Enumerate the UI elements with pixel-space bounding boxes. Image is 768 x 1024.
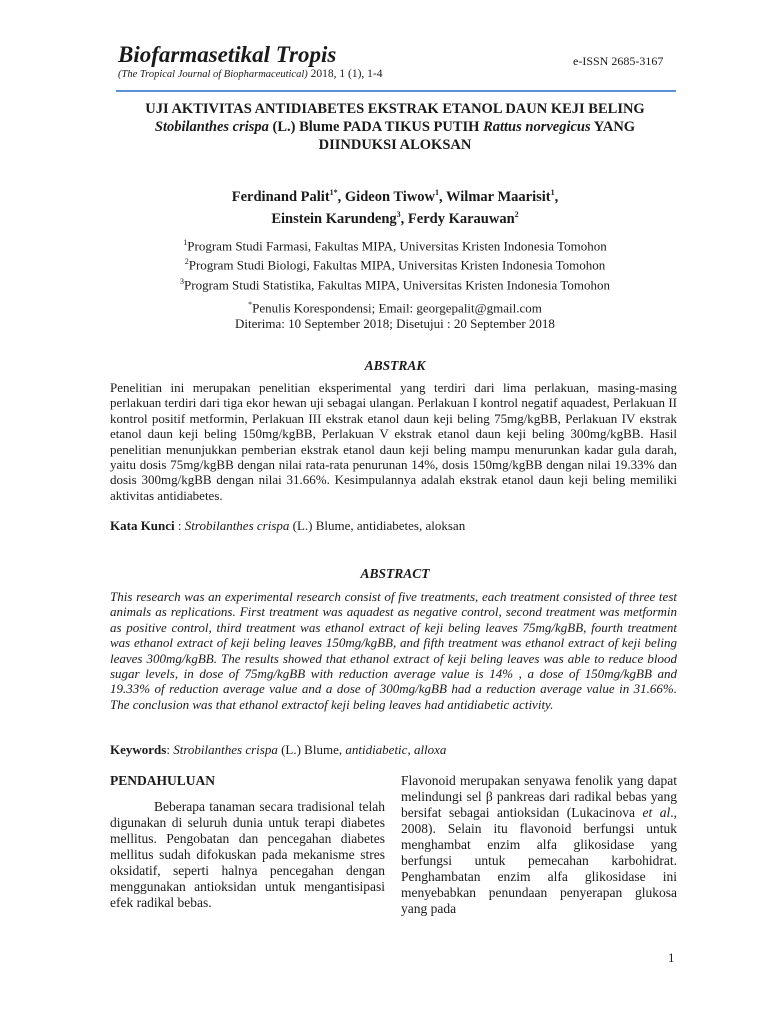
title-line-2 xyxy=(110,118,680,136)
section-heading: PENDAHULUAN xyxy=(110,773,216,788)
journal-volume: 2018, 1 (1), 1-4 xyxy=(310,68,383,80)
intro-right-column xyxy=(401,773,677,917)
author-line-1 xyxy=(110,184,680,206)
kw-sep: : xyxy=(166,742,174,757)
abstract-body: This research was an experimental research consist of five treatments, each treatment consisted of three test animals as replications. First treatment was aquadest as negative control, second treatment was metformin as positive control, third treatment was ethanol extract of keji beling leaves 75mg/kgBB, fourth treatment was ethanol extract of keji beling leaves 150mg/kgBB, and fifth treatment was ethanol extract of keji beling leaves 300mg/kgBB. The results showed that ethanol extract of keji beling leaves was able to reduce blood sugar levels, in dose of 75mg/kgBB with reduction average value is 14% , a dose of 150mg/kgBB and 19.33% of reduction average value and a dose of 300mg/kgBB had a reduction average value in 31.66%. The conclusion was that ethanol extractof keji beling leaves had antidiabetic activity. xyxy=(110,589,677,712)
intro-text-cont: ., 2008). Selain itu flavonoid berfungsi untuk menghambat enzim alfa glikosidase yang berfungsi untuk pemecahan karbohidrat. Penghambatan enzim alfa glikosidase ini menyebabkan penundaan penyerapan glukosa yang pada xyxy=(401,805,677,916)
species-name: Stobilanthes crispa xyxy=(154,119,269,135)
corr-text: Penulis Korespondensi; Email: georgepalit@gmail.com xyxy=(252,300,542,316)
journal-title: Biofarmasetikal Tropis xyxy=(118,42,337,67)
correspondence xyxy=(110,297,680,332)
affiliation-text: Program Studi Farmasi, Fakultas MIPA, Universitas Kristen Indonesia Tomohon xyxy=(187,238,607,254)
header-rule xyxy=(116,90,676,92)
corr-dates: Diterima: 10 September 2018; Disetujui : 20 September 2018 xyxy=(235,316,555,332)
affiliation-2 xyxy=(110,254,680,273)
author-sup: 1 xyxy=(550,188,555,197)
affiliation-text: Program Studi Biologi, Fakultas MIPA, Universitas Kristen Indonesia Tomohon xyxy=(188,257,606,273)
author-sup: 1* xyxy=(329,188,338,197)
author-list xyxy=(110,184,680,228)
title-line-3: DIINDUKSI ALOKSAN xyxy=(318,137,472,153)
kw-species: Strobilanthes crispa xyxy=(173,742,278,757)
abstract-heading: ABSTRACT xyxy=(360,566,430,581)
title-text-end: YANG xyxy=(590,119,636,135)
issn: e-ISSN 2685-3167 xyxy=(573,54,664,68)
corr-sup: * xyxy=(248,300,253,309)
kw-mid: (L.) Blume, xyxy=(277,742,346,757)
corr-email xyxy=(110,297,680,316)
title-text: (L.) Blume PADA TIKUS PUTIH xyxy=(268,119,484,135)
journal-subtitle-italic: (The Tropical Journal of Biopharmaceutical) xyxy=(118,69,308,80)
author-line-2 xyxy=(110,206,680,228)
author-name: , Gideon Tiwow xyxy=(337,188,436,205)
intro-paragraph-right xyxy=(401,773,677,917)
author-name: Ferdinand Palit xyxy=(231,188,330,205)
author-sup: 2 xyxy=(514,209,519,219)
kata-kunci xyxy=(110,518,677,533)
kw-rest: (L.) Blume, antidiabetes, aloksan xyxy=(289,518,466,533)
author-name: , Ferdy Karauwan xyxy=(400,210,515,227)
kw-rest: antidiabetic, alloxa xyxy=(345,742,447,757)
abstrak-body: Penelitian ini merupakan penelitian eksperimental yang terdiri dari lima perlakuan, masing-masing perlakuan terdiri dari tiga ekor hewan uji sebagai ulangan. Perlakuan I kontrol negatif aquadest, Perlakuan II kontrol positif metformin, Perlakuan III ekstrak etanol daun keji beling 75mg/kgBB, Perlakuan IV ekstrak etanol daun keji beling 150mg/kgBB, Perlakuan V ekstrak etanol daun keji beling 300mg/kgBB. Hasil penelitian menunjukkan pemberian ekstrak etanol daun keji beling mampu menurunkan kadar gula darah, yaitu dosis 75mg/kgBB dengan nilai rata-rata penurunan 14%, dosis 150mg/kgBB dengan nilai 19.33% dan dosis 300mg/kgBB dengan nilai 31.66%. Kesimpulannya adalah ekstrak etanol daun keji beling memiliki aktivitas antidiabetes. xyxy=(110,380,677,503)
intro-paragraph-left: Beberapa tanaman secara tradisional telah digunakan di seluruh dunia untuk terapi diabetes mellitus. Pengobatan dan pencegahan diabetes mellitus sudah difokuskan pada mekanisme stres oksidatif, seperti halnya pencegahan dengan menggunakan antioksidan untuk mengantisipasi efek radikal bebas. xyxy=(110,799,385,910)
affiliation-text: Program Studi Statistika, Fakultas MIPA, Universitas Kristen Indonesia Tomohon xyxy=(184,276,610,292)
species-name-rat: Rattus norvegicus xyxy=(483,119,591,135)
title-line-1: UJI AKTIVITAS ANTIDIABETES EKSTRAK ETANOL DAUN KEJI BELING xyxy=(145,101,645,117)
author-sup: 1 xyxy=(435,188,440,197)
affiliation-3 xyxy=(110,274,680,293)
affiliation-sup: 2 xyxy=(184,257,189,267)
author-sup: 3 xyxy=(396,209,401,219)
affiliation-1 xyxy=(110,235,680,254)
page-number: 1 xyxy=(668,950,675,965)
intro-left-column xyxy=(110,773,385,911)
kw-species: Strobilanthes crispa xyxy=(184,518,290,533)
affiliations xyxy=(110,235,680,293)
citation-etal: et al xyxy=(642,805,671,820)
affiliation-sup: 3 xyxy=(180,276,185,286)
author-name: , Wilmar Maarisit xyxy=(439,188,551,205)
kata-kunci-label: Kata Kunci xyxy=(110,518,175,533)
paper-title xyxy=(110,100,680,154)
intro-text: Flavonoid merupakan senyawa fenolik yang dapat melindungi sel β pankreas dari radikal bebas yang bersifat sebagai antioksidan (Lukacinova xyxy=(401,773,677,820)
keywords-label: Keywords xyxy=(110,742,167,757)
affiliation-sup: 1 xyxy=(183,238,188,247)
author-name: Einstein Karundeng xyxy=(271,210,397,227)
author-sep: , xyxy=(554,188,559,205)
keywords xyxy=(110,742,677,757)
kw-sep: : xyxy=(174,518,185,533)
journal-subtitle xyxy=(118,68,383,80)
abstrak-heading: ABSTRAK xyxy=(364,358,426,373)
